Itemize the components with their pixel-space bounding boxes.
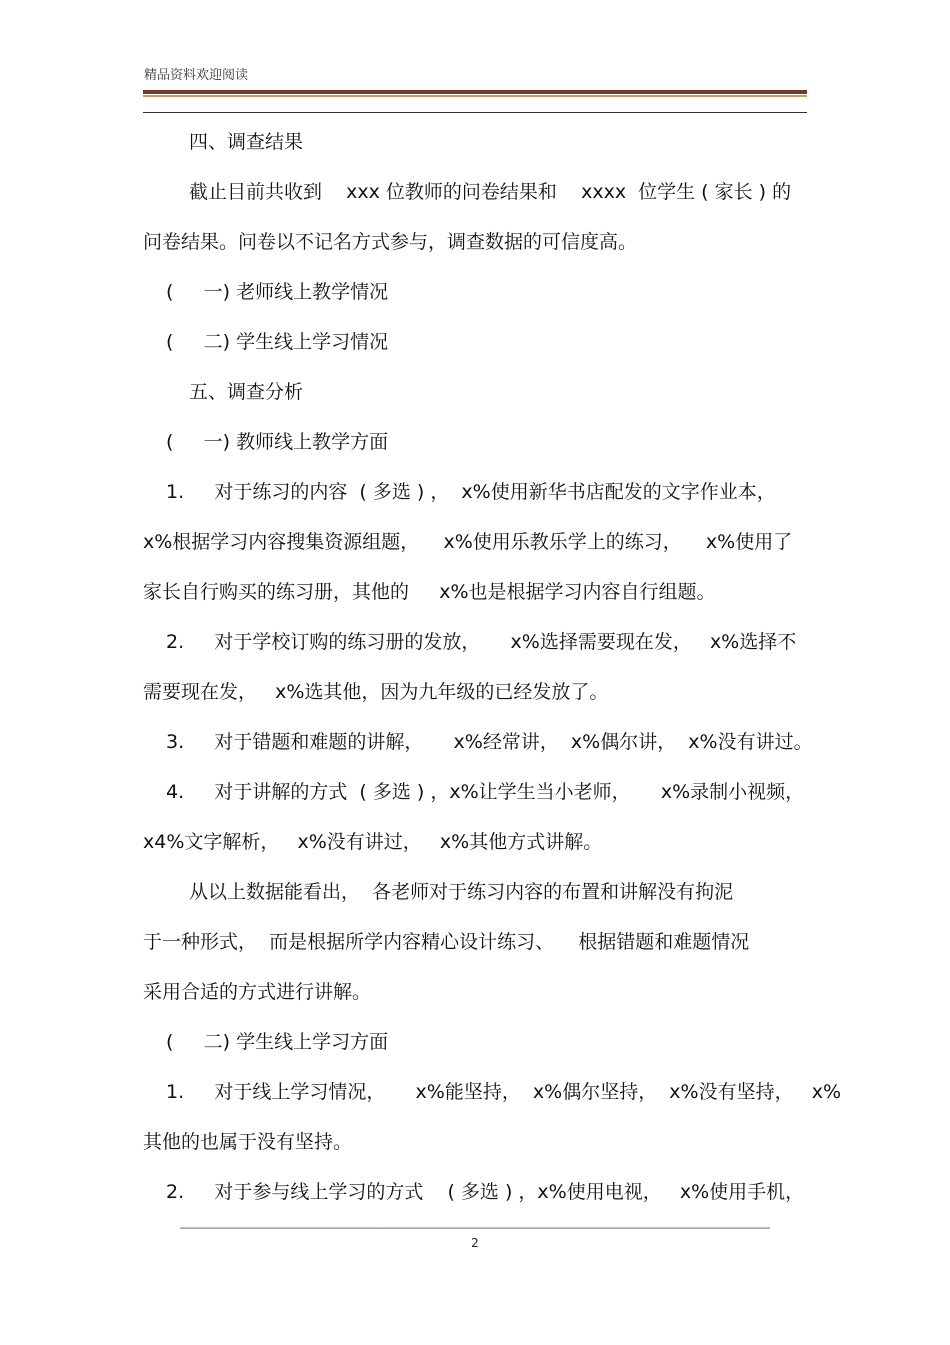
list-item: 2. 对于参与线上学习的方式 ( 多选 ) ，x%使用电视， x%使用手机，	[166, 1181, 805, 1203]
paragraph-line: 从以上数据能看出， 各老师对于练习内容的布置和讲解没有拘泥	[189, 881, 734, 903]
list-item: 1. 对于练习的内容 ( 多选 ) ， x%使用新华书店配发的文字作业本，	[166, 481, 776, 503]
paragraph-line: 于一种形式， 而是根据所学内容精心设计练习、 根据错题和难题情况	[143, 931, 750, 953]
list-item: 2. 对于学校订购的练习册的发放， x%选择需要现在发， x%选择不	[166, 631, 797, 653]
subsection-heading: ( 一) 老师线上教学情况	[166, 281, 389, 303]
header-rule-thick	[143, 90, 807, 94]
section-heading: 五、调查分析	[189, 381, 304, 403]
paragraph-line: x%根据学习内容搜集资源组题， x%使用乐教乐学上的练习， x%使用了	[143, 531, 793, 553]
paragraph-line: 截止目前共收到 xxx 位教师的问卷结果和 xxxx 位学生 ( 家长 ) 的	[189, 181, 792, 203]
page-number: 2	[471, 1236, 479, 1250]
subsection-heading: ( 一) 教师线上教学方面	[166, 431, 389, 453]
footer-rule	[180, 1227, 770, 1229]
paragraph-line: 采用合适的方式进行讲解。	[143, 981, 372, 1003]
list-item: 3. 对于错题和难题的讲解， x%经常讲， x%偶尔讲， x%没有讲过。	[166, 731, 813, 753]
header-rule-thin	[143, 112, 807, 113]
paragraph-line: x4%文字解析， x%没有讲过， x%其他方式讲解。	[143, 831, 603, 853]
paragraph-line: 其他的也属于没有坚持。	[143, 1131, 353, 1153]
list-item: 4. 对于讲解的方式 ( 多选 ) ，x%让学生当小老师， x%录制小视频，	[166, 781, 805, 803]
paragraph-line: 家长自行购买的练习册，其他的 x%也是根据学习内容自行组题。	[143, 581, 716, 603]
subsection-heading: ( 二) 学生线上学习情况	[166, 331, 389, 353]
subsection-heading: ( 二) 学生线上学习方面	[166, 1031, 389, 1053]
list-item: 1. 对于线上学习情况， x%能坚持， x%偶尔坚持， x%没有坚持， x%	[166, 1081, 841, 1103]
header-rule-accent	[143, 95, 807, 97]
paragraph-line: 需要现在发， x%选其他，因为九年级的已经发放了。	[143, 681, 609, 703]
paragraph-line: 问卷结果。问卷以不记名方式参与，调查数据的可信度高。	[143, 231, 638, 253]
page-header: 精品资料欢迎阅读	[144, 68, 249, 83]
section-heading: 四、调查结果	[189, 131, 304, 153]
